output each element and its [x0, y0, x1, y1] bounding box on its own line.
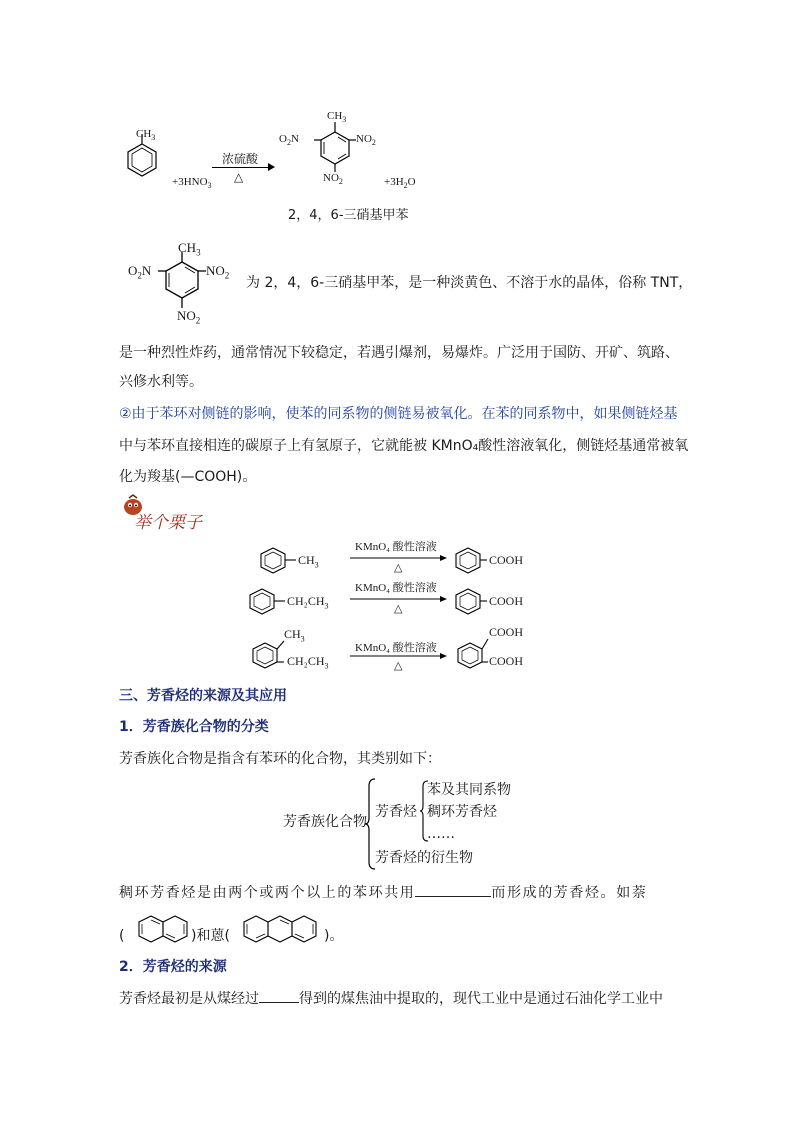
fill-blank-1[interactable]	[415, 882, 491, 897]
section3-heading: 三、芳香烃的来源及其应用	[119, 688, 287, 704]
tnt-inline-ch3: $CH_3$	[178, 240, 201, 258]
fused-line1: 稠环芳香烃是由两个或两个以上的苯环共用 而形成的芳香烃。如萘	[119, 882, 647, 903]
tree-root: 芳香族化合物	[283, 814, 367, 830]
section3-sub1: 1．芳香族化合物的分类	[119, 719, 269, 735]
ox3-ethyl: $CH_2CH_3$	[287, 654, 329, 671]
tree-leaf-fused: 稠环芳香烃	[427, 804, 497, 820]
ox1-cooh: COOH	[489, 553, 524, 567]
ox3-cooh: COOH	[489, 654, 524, 668]
anthracene-structure	[240, 912, 322, 948]
fused-and-anthracene: )和蒽(	[191, 928, 230, 944]
nitric-acid-reagent: $+3HNO_3$	[172, 176, 212, 191]
condition-conc-h2so4: 浓硫酸	[222, 152, 259, 166]
source-line: 芳香烃最初是从煤经过 得到的煤焦油中提取的，现代工业中是通过石油化学工业中	[119, 988, 663, 1009]
tnt-inline-no2-right: $NO_2$	[206, 263, 230, 281]
side-chain-line1: ②由于苯环对侧链的影响，使苯的同系物的侧链易被氧化。在苯的同系物中，如果侧链烃基	[119, 406, 678, 422]
product-name: 2，4，6-三硝基甲苯	[288, 208, 409, 223]
ox1-condition: KMnO₄ 酸性溶液	[355, 541, 437, 553]
ox2-ethyl: $CH_2CH_3$	[287, 594, 329, 611]
tnt-inline-o2n: $O_2N$	[128, 263, 152, 281]
reaction-arrow	[212, 167, 272, 168]
tnt-desc-line2: 是一种烈性炸药，通常情况下较稳定，若遇引爆剂，易爆炸。广泛用于国防、开矿、筑路、	[119, 345, 679, 361]
tnt-o2n-left: $O_2N$	[279, 133, 299, 148]
ox2-heat: △	[394, 603, 403, 615]
side-chain-line2: 中与苯环直接相连的碳原子上有氢原子，它就能被 KMnO₄酸性溶液氧化，侧链烃基通常被氧	[119, 438, 689, 454]
ox3-heat: △	[394, 660, 403, 672]
condition-heat: △	[234, 170, 244, 184]
reaction-arrowhead	[268, 163, 275, 171]
ox3-ch3-top: $CH_3$	[284, 627, 305, 644]
tree-leaf-benzene: 苯及其同系物	[427, 782, 511, 798]
tnt-no2-right: $NO_2$	[356, 133, 376, 148]
tnt-ch3-label: $CH_3$	[327, 110, 347, 125]
section3-sub2: 2．芳香烃的来源	[119, 959, 227, 975]
tree-leaf-ellipsis: ……	[427, 826, 455, 842]
classification-intro: 芳香族化合物是指含有苯环的化合物，其类别如下：	[119, 751, 441, 767]
ox1-ch3: $CH_3$	[298, 553, 319, 570]
tnt-no2-bottom: $NO_2$	[323, 172, 343, 187]
tree-branch-arenes: 芳香烃	[375, 804, 417, 820]
ox3-condition: KMnO₄ 酸性溶液	[355, 642, 437, 654]
tree-branch-derivatives: 芳香烃的衍生物	[375, 850, 473, 866]
water-product: $+3H_2O$	[384, 176, 416, 191]
tnt-desc-line1: 为 2，4，6-三硝基甲苯，是一种淡黄色、不溶于水的晶体，俗称 TNT，	[246, 275, 693, 291]
ox1-heat: △	[394, 562, 403, 574]
tnt-inline-no2-bottom: $NO_2$	[177, 308, 201, 326]
fill-blank-2[interactable]	[259, 988, 299, 1003]
tnt-desc-line3: 兴修水利等。	[119, 374, 203, 390]
ox3-cooh-top: COOH	[489, 625, 524, 639]
ox2-cooh: COOH	[489, 594, 524, 608]
naphthalene-structure	[135, 912, 191, 948]
side-chain-line3: 化为羧基(—COOH)。	[119, 469, 257, 485]
toluene-ch3-label: $CH_3$	[136, 128, 156, 143]
fused-close-paren: )。	[324, 928, 344, 944]
example-label: 举个栗子	[134, 513, 202, 533]
fused-open-paren: (	[119, 928, 125, 944]
ox2-condition: KMnO₄ 酸性溶液	[355, 582, 437, 594]
